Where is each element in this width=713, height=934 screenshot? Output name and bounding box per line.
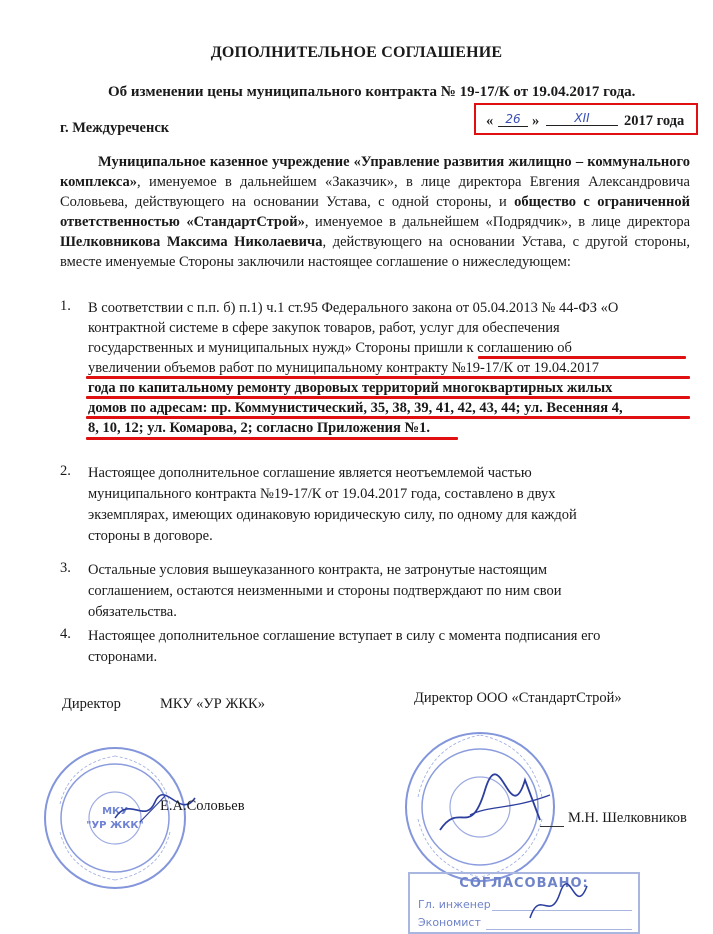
approval-line-2 xyxy=(486,929,632,930)
city-label: г. Междуреченск xyxy=(60,120,170,136)
highlight-underline-2 xyxy=(86,376,690,379)
item-4-line-2: сторонами. xyxy=(88,649,158,665)
left-signer-name: Е.А.Соловьев xyxy=(160,798,245,814)
intro-org2: общество с ограниченной ответственностью «СтандартСтрой» xyxy=(60,194,690,230)
item-1-line-3: государственных и муниципальных нужд» Стороны пришли к соглашению об xyxy=(88,340,572,356)
item-3-line-1: Остальные условия вышеуказанного контракта, не затронутые настоящим xyxy=(88,562,548,578)
item-4-number: 4. xyxy=(60,626,71,642)
item-1-line-4: увеличении объемов работ по муниципальному контракту №19-17/К от 19.04.2017 xyxy=(88,360,599,376)
item-2-line-1: Настоящее дополнительное соглашение является неотъемлемой частью xyxy=(88,465,532,481)
right-handwritten-signature xyxy=(430,760,560,850)
item-1-line-6: домов по адресам: пр. Коммунистический, 35, 38, 39, 41, 42, 43, 44; ул. Весенняя 4, xyxy=(88,400,623,416)
item-1-line-2: контрактной системе в сфере закупок товаров, работ, услуг для обеспечения xyxy=(88,320,560,336)
item-3-line-3: обязательства. xyxy=(88,604,177,620)
item-2-line-4: стороны в договоре. xyxy=(88,528,213,544)
date-mid-quote: » xyxy=(532,113,540,129)
item-1-line-5: года по капитальному ремонту дворовых территорий многоквартирных жилых xyxy=(88,380,613,396)
intro-text2: , именуемое в дальнейшем «Подрядчик», в лице директора xyxy=(304,214,690,230)
intro-director: Шелковникова Максима Николаевича xyxy=(60,234,323,250)
highlight-underline-1 xyxy=(478,356,686,359)
date-month: XII xyxy=(546,111,618,126)
left-signer-org: МКУ «УР ЖКК» xyxy=(160,696,265,712)
date-day: 26 xyxy=(498,112,528,127)
approval-title: СОГЛАСОВАНО: xyxy=(459,876,589,891)
item-2-line-2: муниципального контракта №19-17/К от 19.04.2017 года, составлено в двух xyxy=(88,486,556,502)
svg-text:"УР ЖКК": "УР ЖКК" xyxy=(86,820,144,831)
highlight-underline-5 xyxy=(86,437,458,440)
intro-text3: , действующего на основании Устава, с другой стороны, вместе именуемые Стороны заключили настоящее соглашение о нижеследующем: xyxy=(60,234,691,270)
approval-handwritten-signature xyxy=(525,878,595,928)
left-signer-position: Директор xyxy=(62,696,121,712)
svg-text:МКУ: МКУ xyxy=(102,806,128,817)
intro-org1: Муниципальное казенное учреждение «Управление развития жилищно – коммунального комплекса» xyxy=(60,154,690,190)
item-4-line-1: Настоящее дополнительное соглашение вступает в силу с момента подписания его xyxy=(88,628,601,644)
item-1-line-1: В соответствии с п.п. б) п.1) ч.1 ст.95 Федерального закона от 05.04.2013 № 44-ФЗ «О xyxy=(88,300,619,316)
intro-text1: , именуемое в дальнейшем «Заказчик», в лице директора Евгения Александровича Соловьева, действующего на основании Устава, с одной стороны, и xyxy=(60,174,690,210)
highlight-underline-3 xyxy=(86,396,690,399)
item-2-line-3: экземплярах, имеющих одинаковую юридическую силу, по одному для каждой xyxy=(88,507,577,523)
document-title: ДОПОЛНИТЕЛЬНОЕ СОГЛАШЕНИЕ xyxy=(210,44,503,61)
approval-stamp xyxy=(408,872,640,934)
approval-row-economist: Экономист xyxy=(418,916,481,929)
right-signature-line xyxy=(540,826,564,827)
item-1-number: 1. xyxy=(60,298,71,314)
item-1-line-7: 8, 10, 12; ул. Комарова, 2; согласно Приложения №1. xyxy=(88,420,430,436)
highlight-underline-4 xyxy=(86,416,690,419)
intro-paragraph xyxy=(60,152,690,272)
item-3-number: 3. xyxy=(60,560,71,576)
item-3-line-2: соглашением, остаются неизменными и стороны подтверждают по ним свои xyxy=(88,583,562,599)
date-open-quote: « xyxy=(486,113,494,129)
date-highlight-box xyxy=(474,103,698,135)
item-2-number: 2. xyxy=(60,463,71,479)
right-signer-name: М.Н. Шелковников xyxy=(568,810,687,826)
document-subtitle: Об изменении цены муниципального контракта № 19-17/К от 19.04.2017 года. xyxy=(108,84,636,100)
approval-row-engineer: Гл. инженер xyxy=(418,898,491,911)
date-year: 2017 года xyxy=(624,113,685,129)
right-signer-position: Директор ООО «СтандартСтрой» xyxy=(414,690,622,706)
